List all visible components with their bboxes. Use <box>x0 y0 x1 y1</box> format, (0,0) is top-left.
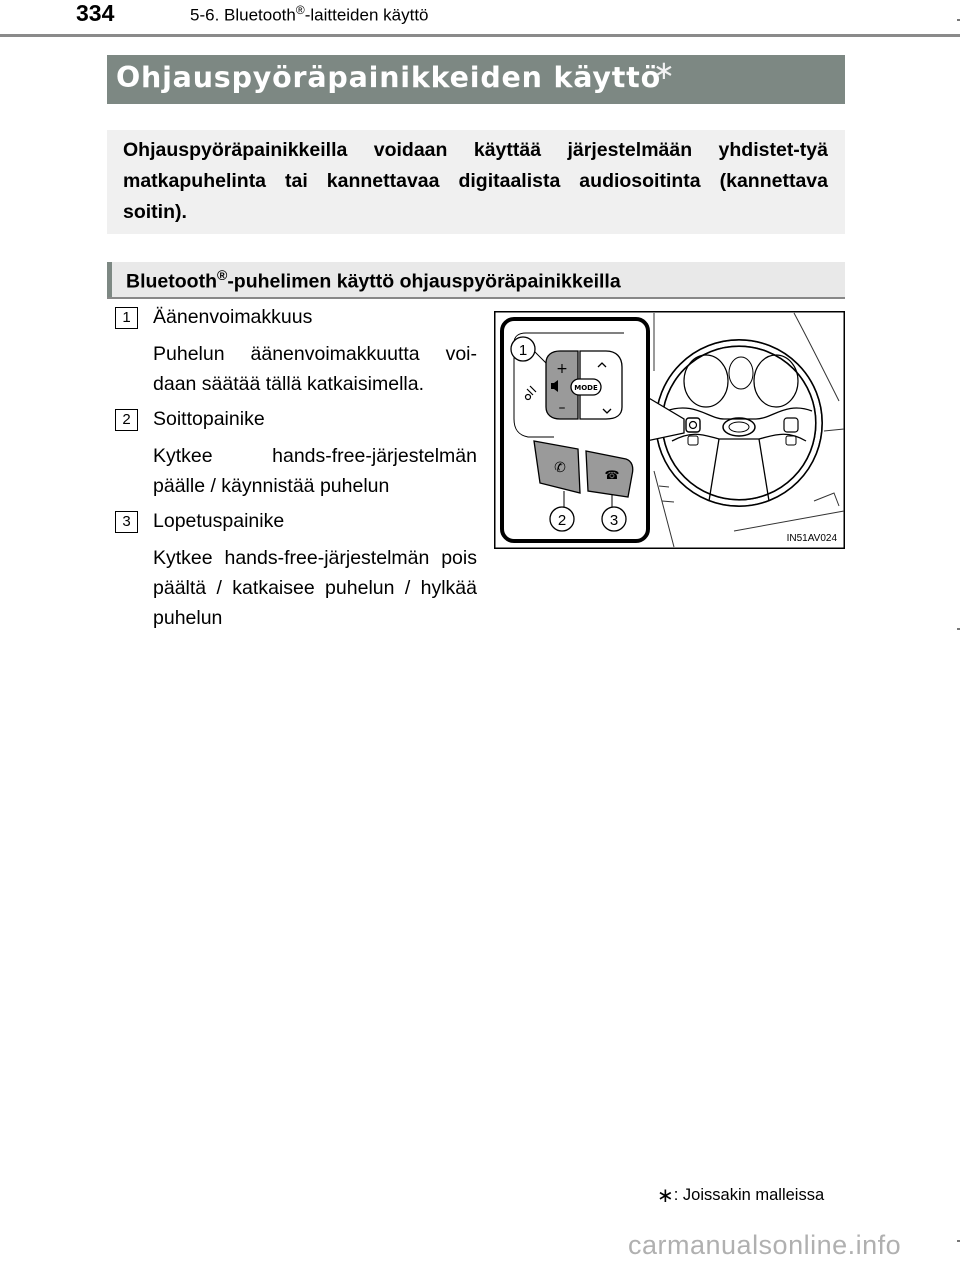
phone-icon: ✆ <box>554 460 566 476</box>
callout-3 <box>602 507 626 531</box>
page-title: Ohjauspyöräpainikkeiden käyttö <box>116 61 661 94</box>
mode-label: MODE <box>574 384 598 392</box>
phone-hangup-icon: ☎ <box>604 468 620 482</box>
section-heading-prefix: Bluetooth <box>126 270 217 293</box>
callout-1 <box>511 337 535 361</box>
svg-text:1: 1 <box>518 342 528 359</box>
running-header <box>190 3 429 26</box>
callout-2 <box>550 507 574 531</box>
minus-glyph: – <box>558 400 566 416</box>
title-asterisk: ∗ <box>653 55 675 85</box>
plus-glyph: + <box>556 361 568 377</box>
section-heading-text <box>126 267 621 294</box>
intro-text: Ohjauspyöräpainikkeilla voidaan käyttää järjestelmään yhdistet-tyä matkapuhelinta tai kannettavaa digitaalista audiosoitinta (kannettava soitin). <box>123 139 828 223</box>
registered-mark: ® <box>295 3 305 17</box>
title-band <box>107 55 845 104</box>
item-number-1: 1 <box>115 307 138 329</box>
page-number: 334 <box>76 0 115 26</box>
section-heading-suffix: -puhelimen käyttö ohjauspyöräpainikkeilla <box>227 270 621 293</box>
steering-wheel-figure <box>494 311 845 549</box>
item-desc-1: Puhelun äänenvoimakkuutta voi-daan säätää tällä katkaisimella. <box>153 343 477 395</box>
figure-code: IN51AV024 <box>786 533 837 544</box>
item-title-1: Äänenvoimakkuus <box>153 306 313 328</box>
item-number-2: 2 <box>115 409 138 431</box>
svg-text:2: 2 <box>557 512 567 529</box>
footnote <box>657 1183 824 1208</box>
intro-box <box>107 130 845 234</box>
item-title-2: Soittopainike <box>153 408 265 430</box>
item-number-3: 3 <box>115 511 138 533</box>
running-header-prefix: 5-6. Bluetooth <box>190 5 296 25</box>
section-heading <box>107 262 845 299</box>
footnote-asterisk: ∗ <box>657 1185 674 1207</box>
item-desc-2: Kytkee hands-free-järjestelmän päälle / käynnistää puhelun <box>153 445 477 497</box>
watermark: carmanualsonline.info <box>628 1230 902 1260</box>
header-rule <box>0 34 960 37</box>
running-header-suffix: -laitteiden käyttö <box>304 5 429 25</box>
item-title-3: Lopetuspainike <box>153 510 285 532</box>
footnote-text: : Joissakin malleissa <box>673 1186 825 1204</box>
item-desc-3: Kytkee hands-free-järjestelmän pois päältä / katkaisee puhelun / hylkää puhelun <box>153 547 477 629</box>
svg-text:3: 3 <box>609 512 619 529</box>
section-heading-bar <box>107 262 112 297</box>
section-registered-mark: ® <box>216 267 228 283</box>
